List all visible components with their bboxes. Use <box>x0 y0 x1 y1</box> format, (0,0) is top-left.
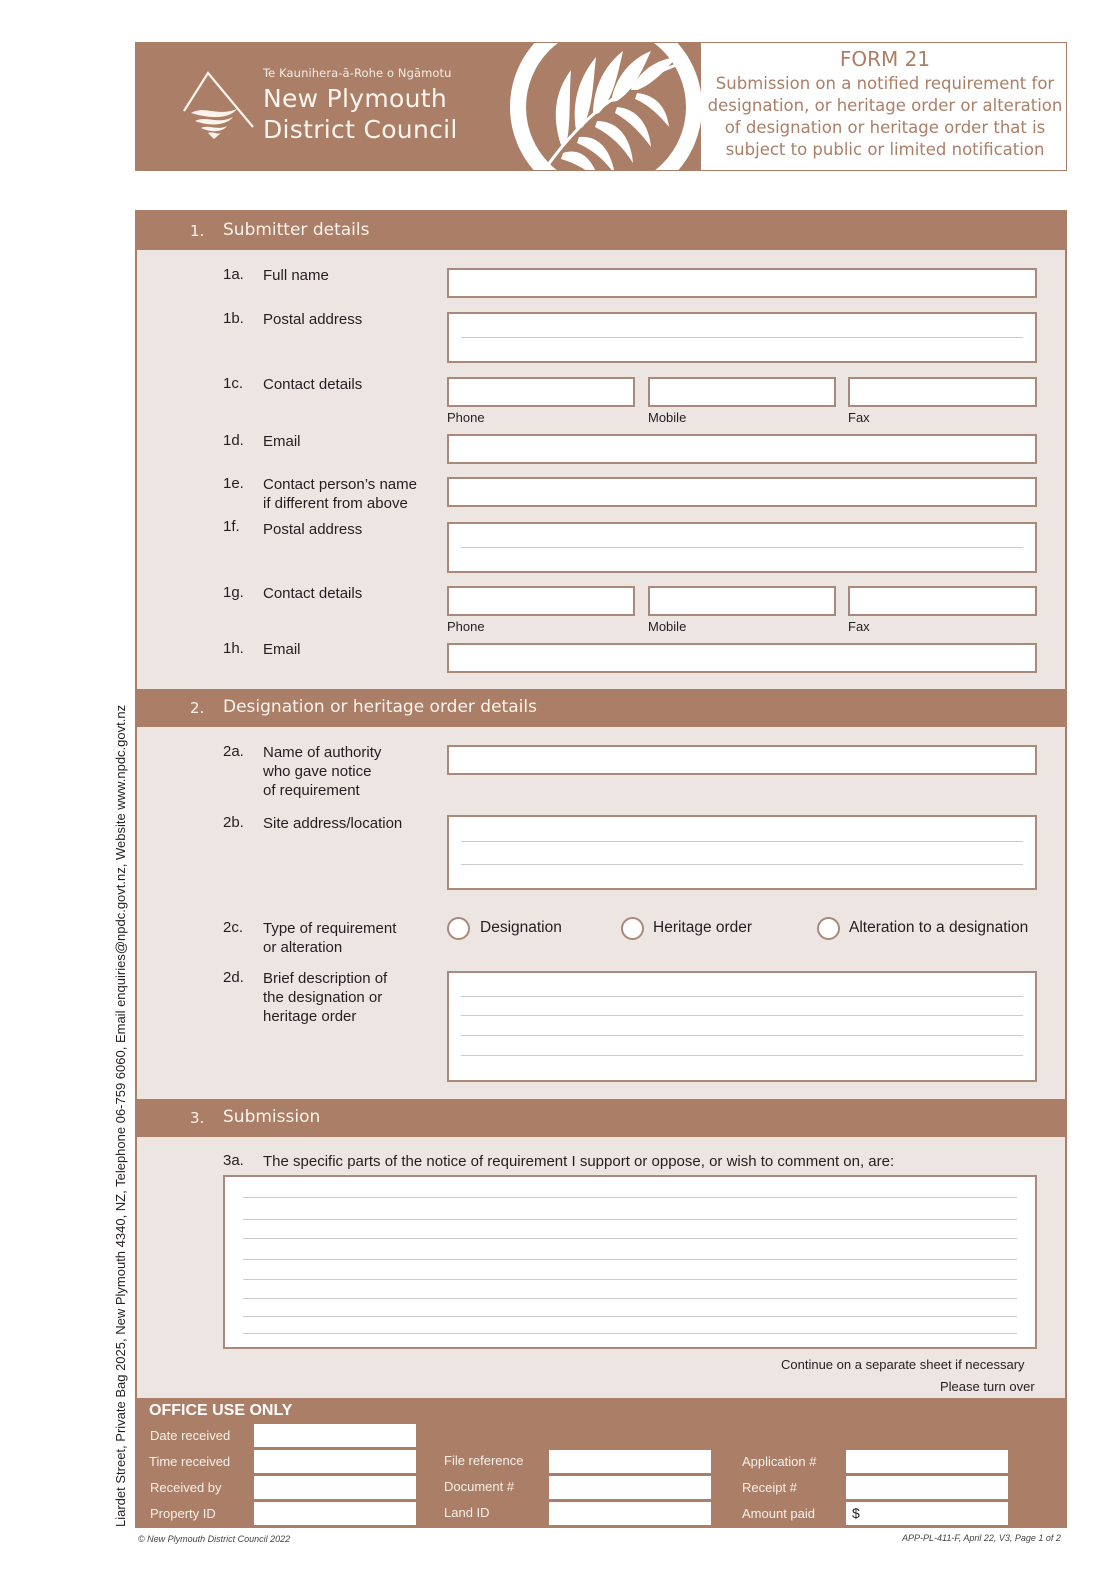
section-1-title: Submitter details <box>223 220 370 240</box>
land-id-label: Land ID <box>444 1505 490 1520</box>
document-number-label: Document # <box>444 1479 515 1494</box>
receipt-number-input[interactable] <box>846 1476 1008 1499</box>
mobile-sublabel: Mobile <box>648 410 687 425</box>
amount-paid-input[interactable] <box>846 1502 1008 1525</box>
q2b-label: Site address/location <box>263 815 403 832</box>
q2d-number: 2d. <box>223 969 244 986</box>
section-2-title: Designation or heritage order details <box>223 697 537 717</box>
ruled-line <box>461 996 1023 997</box>
authority-name-input[interactable] <box>447 745 1037 775</box>
ruled-line <box>243 1333 1017 1334</box>
q1g-label: Contact details <box>263 585 363 602</box>
section-3-header <box>137 1099 1065 1137</box>
file-reference-input[interactable] <box>549 1450 711 1473</box>
q2a-label: Name of authority who gave notice of requirement <box>263 744 382 799</box>
council-name-line2: District Council <box>263 115 458 144</box>
application-number-input[interactable] <box>846 1450 1008 1473</box>
q1c-number: 1c. <box>223 375 244 392</box>
designation-radio[interactable] <box>447 917 470 940</box>
q2b-number: 2b. <box>223 814 244 831</box>
date-received-input[interactable] <box>254 1424 416 1447</box>
ruled-line <box>461 337 1023 338</box>
phone-sublabel: Phone <box>447 410 485 425</box>
ruled-line <box>243 1238 1017 1239</box>
email-input[interactable] <box>447 434 1037 464</box>
site-address-input[interactable] <box>447 815 1037 890</box>
contact-person-input[interactable] <box>447 477 1037 507</box>
description-textarea[interactable] <box>447 971 1037 1082</box>
q1b-number: 1b. <box>223 310 244 327</box>
council-contact-sidebar: Liardet Street, Private Bag 2025, New Plymouth 4340, NZ, Telephone 06-759 6060, Email enquiries@npdc.govt.nz, Website www.npdc.govt.nz <box>113 704 128 1527</box>
designation-radio-label[interactable]: Designation <box>480 919 562 936</box>
document-reference: APP-PL-411-F, April 22, V3, Page 1 of 2 <box>902 1533 1061 1543</box>
amount-paid-label: Amount paid <box>742 1506 815 1521</box>
property-id-input[interactable] <box>254 1502 416 1525</box>
dollar-prefix: $ <box>852 1505 860 1521</box>
q3a-label: The specific parts of the notice of requirement I support or oppose, or wish to comment on, are: <box>263 1153 895 1170</box>
q1e-label: Contact person’s name if different from above <box>263 476 417 512</box>
land-id-input[interactable] <box>549 1502 711 1525</box>
document-number-input[interactable] <box>549 1476 711 1499</box>
property-id-label: Property ID <box>150 1506 216 1521</box>
fax-sublabel: Fax <box>848 410 870 425</box>
q1f-label: Postal address <box>263 521 363 538</box>
ruled-line <box>461 1035 1023 1036</box>
time-received-label: Time received <box>149 1454 231 1469</box>
heritage-order-radio-label[interactable]: Heritage order <box>653 919 753 936</box>
fern-emblem-icon <box>501 42 711 171</box>
q1h-label: Email <box>263 641 301 658</box>
received-by-input[interactable] <box>254 1476 416 1499</box>
section-2-header <box>137 689 1065 727</box>
form-header <box>135 42 1067 171</box>
q2d-label: Brief description of the designation or heritage order <box>263 970 388 1025</box>
submission-textarea[interactable] <box>223 1175 1037 1349</box>
continue-note: Continue on a separate sheet if necessary <box>781 1357 1025 1372</box>
form-number: FORM 21 <box>839 47 931 71</box>
q1a-number: 1a. <box>223 266 244 283</box>
receipt-number-label: Receipt # <box>742 1480 797 1495</box>
postal-address-input[interactable] <box>447 312 1037 363</box>
alt-postal-address-input[interactable] <box>447 522 1037 573</box>
q1g-number: 1g. <box>223 584 244 601</box>
phone-input[interactable] <box>447 377 635 407</box>
alt-mobile-sublabel: Mobile <box>648 619 687 634</box>
file-reference-label: File reference <box>444 1453 524 1468</box>
council-logo-icon <box>181 69 256 139</box>
q1e-number: 1e. <box>223 475 244 492</box>
received-by-label: Received by <box>150 1480 222 1495</box>
ruled-line <box>461 864 1023 865</box>
q1a-label: Full name <box>263 267 329 284</box>
turn-over-note: Please turn over <box>940 1379 1035 1394</box>
council-name <box>263 83 458 145</box>
section-1-number: 1. <box>190 222 205 240</box>
section-3-title: Submission <box>223 1107 321 1127</box>
ruled-line <box>461 1055 1023 1056</box>
application-number-label: Application # <box>742 1454 817 1469</box>
section-2-number: 2. <box>190 699 205 717</box>
section-1-header <box>137 212 1065 250</box>
ruled-line <box>461 1015 1023 1016</box>
ruled-line <box>243 1259 1017 1260</box>
ruled-line <box>243 1298 1017 1299</box>
copyright-text: © New Plymouth District Council 2022 <box>138 1534 291 1544</box>
alt-phone-input[interactable] <box>447 586 635 616</box>
alt-fax-input[interactable] <box>848 586 1037 616</box>
alt-mobile-input[interactable] <box>648 586 836 616</box>
q1d-number: 1d. <box>223 432 244 449</box>
ruled-line <box>461 547 1023 548</box>
alt-phone-sublabel: Phone <box>447 619 485 634</box>
full-name-input[interactable] <box>447 268 1037 298</box>
alteration-radio-label[interactable]: Alteration to a designation <box>849 919 1029 936</box>
form-description: Submission on a notified requirement for designation, or heritage order or alteration of designation or heritage order that is subject to public or limited notification <box>707 74 1063 159</box>
ruled-line <box>243 1219 1017 1220</box>
ruled-line <box>243 1279 1017 1280</box>
q2a-number: 2a. <box>223 743 244 760</box>
q3a-number: 3a. <box>223 1152 244 1169</box>
q1h-number: 1h. <box>223 640 244 657</box>
header-brand-band <box>136 43 701 170</box>
q2c-label: Type of requirement or alteration <box>263 920 397 956</box>
council-maori-name: Te Kaunihera-ā-Rohe o Ngāmotu <box>263 66 452 80</box>
office-use-title: OFFICE USE ONLY <box>149 1402 293 1419</box>
alteration-radio[interactable] <box>817 917 840 940</box>
council-name-line1: New Plymouth <box>263 84 448 113</box>
fax-input[interactable] <box>848 377 1037 407</box>
ruled-line <box>243 1316 1017 1317</box>
date-received-label: Date received <box>150 1428 231 1443</box>
form-title-block <box>704 47 1066 161</box>
heritage-order-radio[interactable] <box>621 917 644 940</box>
alt-fax-sublabel: Fax <box>848 619 870 634</box>
time-received-input[interactable] <box>254 1450 416 1473</box>
q1c-label: Contact details <box>263 376 363 393</box>
form-panel <box>135 210 1067 1528</box>
ruled-line <box>461 841 1023 842</box>
q1f-number: 1f. <box>223 518 240 535</box>
mobile-input[interactable] <box>648 377 836 407</box>
q1b-label: Postal address <box>263 311 363 328</box>
section-3-number: 3. <box>190 1109 205 1127</box>
office-use-section <box>137 1398 1065 1526</box>
alt-email-input[interactable] <box>447 643 1037 673</box>
ruled-line <box>243 1197 1017 1198</box>
q1d-label: Email <box>263 433 301 450</box>
q2c-number: 2c. <box>223 919 244 936</box>
